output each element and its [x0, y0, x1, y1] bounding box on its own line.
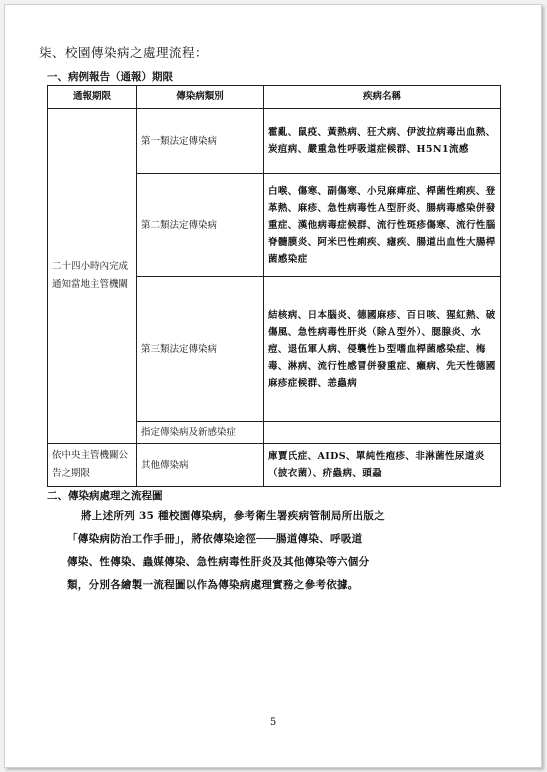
disease-list-cell: 霍亂、鼠疫、黃熱病、狂犬病、伊波拉病毒出血熱、炭疽病、嚴重急性呼吸道症候群、H5N1流感 — [264, 109, 501, 174]
subsection-heading-report-deadline: 一、病例報告（通報）期限 — [47, 71, 173, 83]
page-number: 5 — [269, 717, 277, 728]
body-paragraph — [67, 505, 501, 597]
category-cell: 其他傳染病 — [137, 444, 264, 487]
paragraph-line: 類，分別各繪製一流程圖以作為傳染病處理實務之參考依據。 — [67, 579, 359, 591]
table-header-row — [48, 86, 501, 109]
section-heading: 柒、校園傳染病之處理流程： — [39, 45, 209, 60]
header-period: 通報期限 — [48, 86, 137, 109]
disease-list-cell: 庫賈氏症、AIDS、單純性疱疹、非淋菌性尿道炎（披衣菌）、疥蟲病、頭蝨 — [264, 444, 501, 487]
header-category: 傳染病類別 — [137, 86, 264, 109]
document-page — [4, 4, 542, 768]
category-cell: 第二類法定傳染病 — [137, 174, 264, 277]
reporting-deadline-table — [47, 85, 501, 487]
period-central-authority: 依中央主管機關公告之期限 — [48, 444, 137, 487]
paragraph-line: 將上述所列 35 種校園傳染病，參考衛生署疾病管制局所出版之 — [81, 510, 385, 522]
category-cell: 第三類法定傳染病 — [137, 277, 264, 422]
category-cell: 第一類法定傳染病 — [137, 109, 264, 174]
disease-list-cell: 結核病、日本腦炎、德國麻疹、百日咳、猩紅熱、破傷風、急性病毒性肝炎（除Ａ型外）、腮腺炎、水痘、退伍軍人病、侵襲性ｂ型嗜血桿菌感染症、梅毒、淋病、流行性感冒併發重症、癩病、先天性德國麻疹症候群、恙蟲病 — [264, 277, 501, 422]
category-cell: 指定傳染病及新感染症 — [137, 422, 264, 444]
paragraph-line: 傳染、性傳染、蟲媒傳染、急性病毒性肝炎及其他傳染等六個分 — [67, 556, 370, 568]
paragraph-line: 「傳染病防治工作手冊」，將依傳染途徑───腸道傳染、呼吸道 — [67, 533, 363, 545]
period-24-hours: 二十四小時內完成通知當地主管機關 — [48, 109, 137, 444]
subsection-heading-flowchart: 二、傳染病處理之流程圖 — [47, 490, 163, 502]
table-row — [48, 444, 501, 487]
table-row — [48, 109, 501, 174]
header-disease-names: 疾病名稱 — [264, 86, 501, 109]
disease-list-cell — [264, 422, 501, 444]
disease-list-cell: 白喉、傷寒、副傷寒、小兒麻痺症、桿菌性痢疾、登革熱、麻疹、急性病毒性Ａ型肝炎、腸病毒感染併發重症、漢他病毒症候群、流行性斑疹傷寒、流行性腦脊髓膜炎、阿米巴性痢疾、瘧疾、腸道出血性大腸桿菌感染症 — [264, 174, 501, 277]
